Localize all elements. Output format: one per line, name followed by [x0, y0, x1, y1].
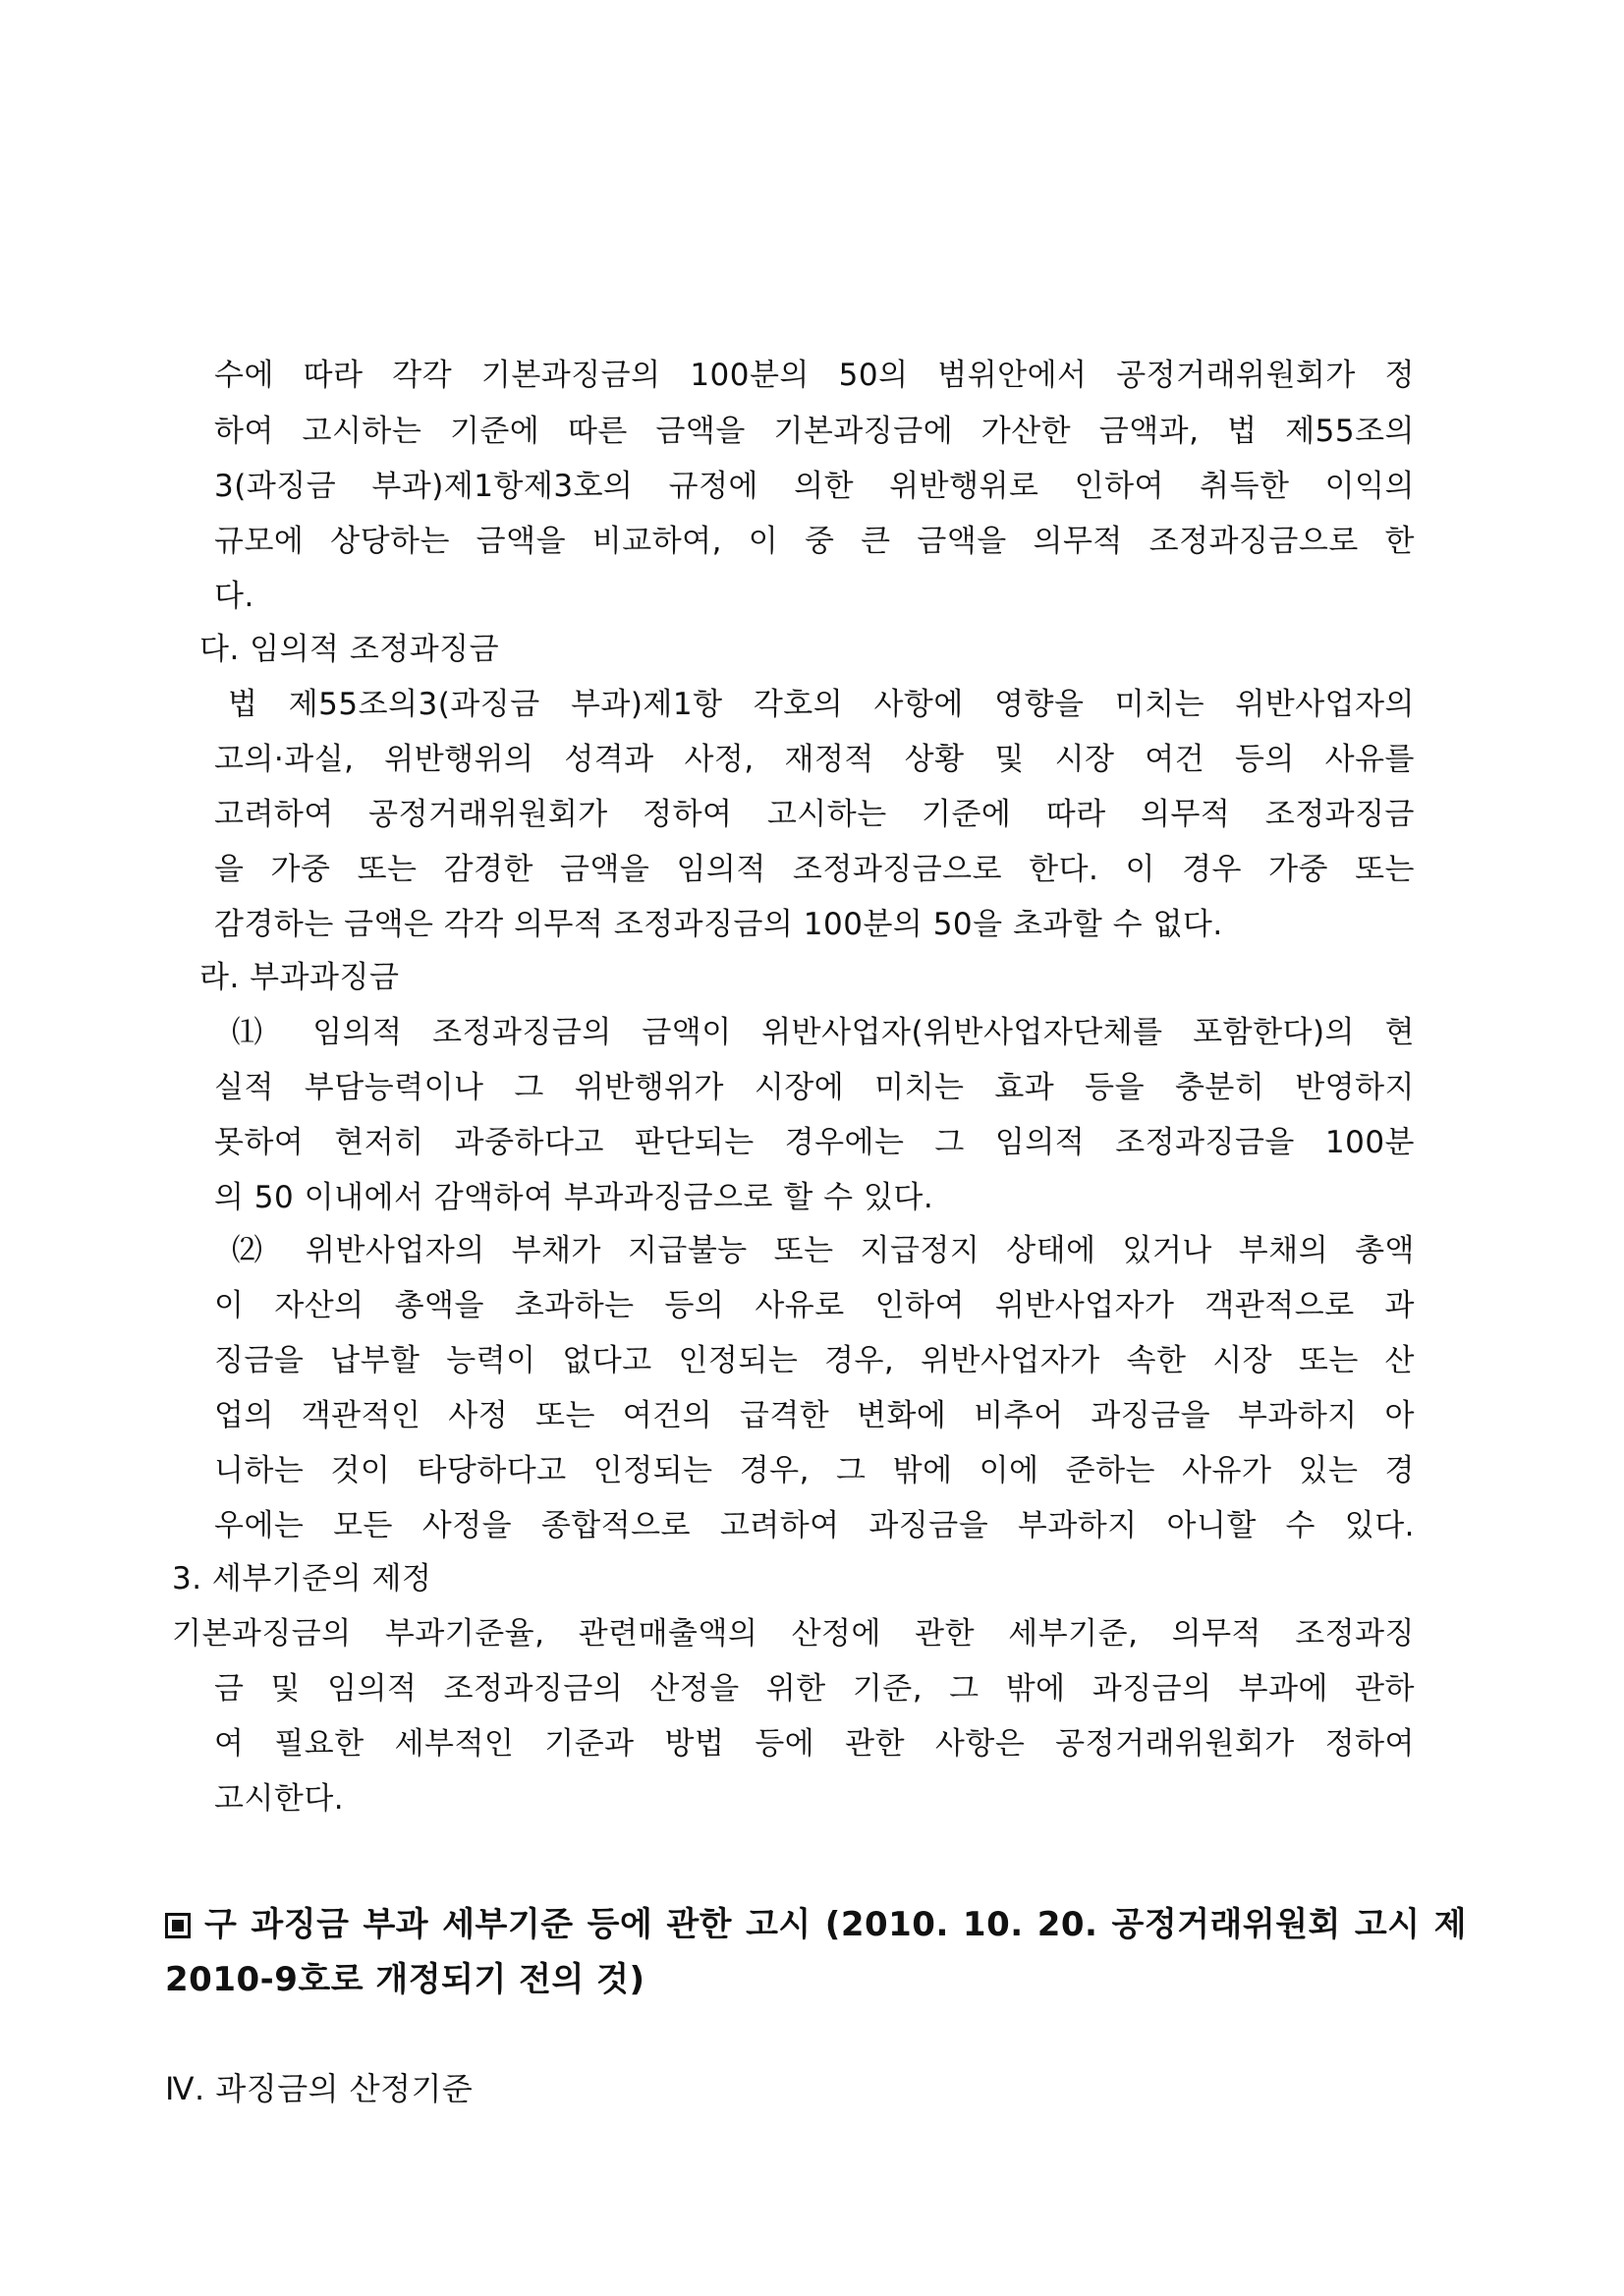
notice-heading-line-2: 2010-9호로 개정되기 전의 것) — [165, 1960, 645, 1999]
list-item-line: 니하는 것이 타당하다고 인정되는 경우, 그 밖에 이에 준하는 사유가 있는 경 — [214, 1453, 1415, 1488]
list-item-line: 이 자산의 총액을 초과하는 등의 사유로 인하여 위반사업자가 객관적으로 과 — [214, 1288, 1415, 1323]
section-title-ra: 라. 부과과징금 — [199, 960, 400, 995]
list-item-line: 못하여 현저히 과중하다고 판단되는 경우에는 그 임의적 조정과징금을 100분 — [214, 1125, 1415, 1160]
notice-heading-line-1: 구 과징금 부과 세부기준 등에 관한 고시 (2010. 10. 20. 공정거래위원회 고시 제 — [165, 1903, 1467, 1946]
paragraph-line: 감경하는 금액은 각각 의무적 조정과징금의 100분의 50을 초과할 수 없다. — [214, 907, 1223, 942]
paragraph-line: 여 필요한 세부적인 기준과 방법 등에 관한 사항은 공정거래위원회가 정하여 — [214, 1726, 1415, 1762]
list-item-line: 우에는 모든 사정을 종합적으로 고려하여 과징금을 부과하지 아니할 수 있다. — [214, 1508, 1415, 1543]
filled-square-icon — [165, 1913, 191, 1938]
list-item-line: 의 50 이내에서 감액하여 부과과징금으로 할 수 있다. — [214, 1180, 934, 1215]
paragraph-line: 을 가중 또는 감경한 금액을 임의적 조정과징금으로 한다. 이 경우 가중 또는 — [214, 852, 1415, 887]
paragraph-line: 금 및 임의적 조정과징금의 산정을 위한 기준, 그 밖에 과징금의 부과에 관하 — [214, 1671, 1415, 1707]
section-title-3: 3. 세부기준의 제정 — [172, 1561, 432, 1596]
list-item-line: 업의 객관적인 사정 또는 여건의 급격한 변화에 비추어 과징금을 부과하지 아 — [214, 1398, 1415, 1433]
list-item-line: 징금을 납부할 능력이 없다고 인정되는 경우, 위반사업자가 속한 시장 또는 산 — [214, 1343, 1415, 1378]
section-title-iv: Ⅳ. 과징금의 산정기준 — [165, 2070, 474, 2107]
paragraph-line: 3(과징금 부과)제1항제3호의 규정에 의한 위반행위로 인하여 취득한 이익의 — [214, 469, 1415, 504]
paragraph-line: 법 제55조의3(과징금 부과)제1항 각호의 사항에 영향을 미치는 위반사업자의 — [228, 687, 1415, 722]
paragraph-line: 하여 고시하는 기준에 따른 금액을 기본과징금에 가산한 금액과, 법 제55조의 — [214, 414, 1415, 449]
list-item-line: 실적 부담능력이나 그 위반행위가 시장에 미치는 효과 등을 충분히 반영하지 — [214, 1070, 1415, 1105]
paragraph-line: 규모에 상당하는 금액을 비교하여, 이 중 큰 금액을 의무적 조정과징금으로 한 — [214, 524, 1415, 559]
paragraph-line: 다. — [214, 579, 254, 614]
list-item-line: ⑴ 임의적 조정과징금의 금액이 위반사업자(위반사업자단체를 포함한다)의 현 — [232, 1015, 1415, 1050]
list-item-line: ⑵ 위반사업자의 부채가 지급불능 또는 지급정지 상태에 있거나 부채의 총액 — [232, 1233, 1415, 1268]
paragraph-line: 고의·과실, 위반행위의 성격과 사정, 재정적 상황 및 시장 여건 등의 사유를 — [214, 742, 1415, 777]
paragraph-line: 수에 따라 각각 기본과징금의 100분의 50의 범위안에서 공정거래위원회가 정 — [214, 358, 1415, 393]
paragraph-line: 고시한다. — [214, 1781, 345, 1817]
section-title-da: 다. 임의적 조정과징금 — [199, 632, 500, 667]
paragraph-line: 고려하여 공정거래위원회가 정하여 고시하는 기준에 따라 의무적 조정과징금 — [214, 797, 1415, 832]
paragraph-line: 기본과징금의 부과기준율, 관련매출액의 산정에 관한 세부기준, 의무적 조정과징 — [172, 1616, 1415, 1652]
